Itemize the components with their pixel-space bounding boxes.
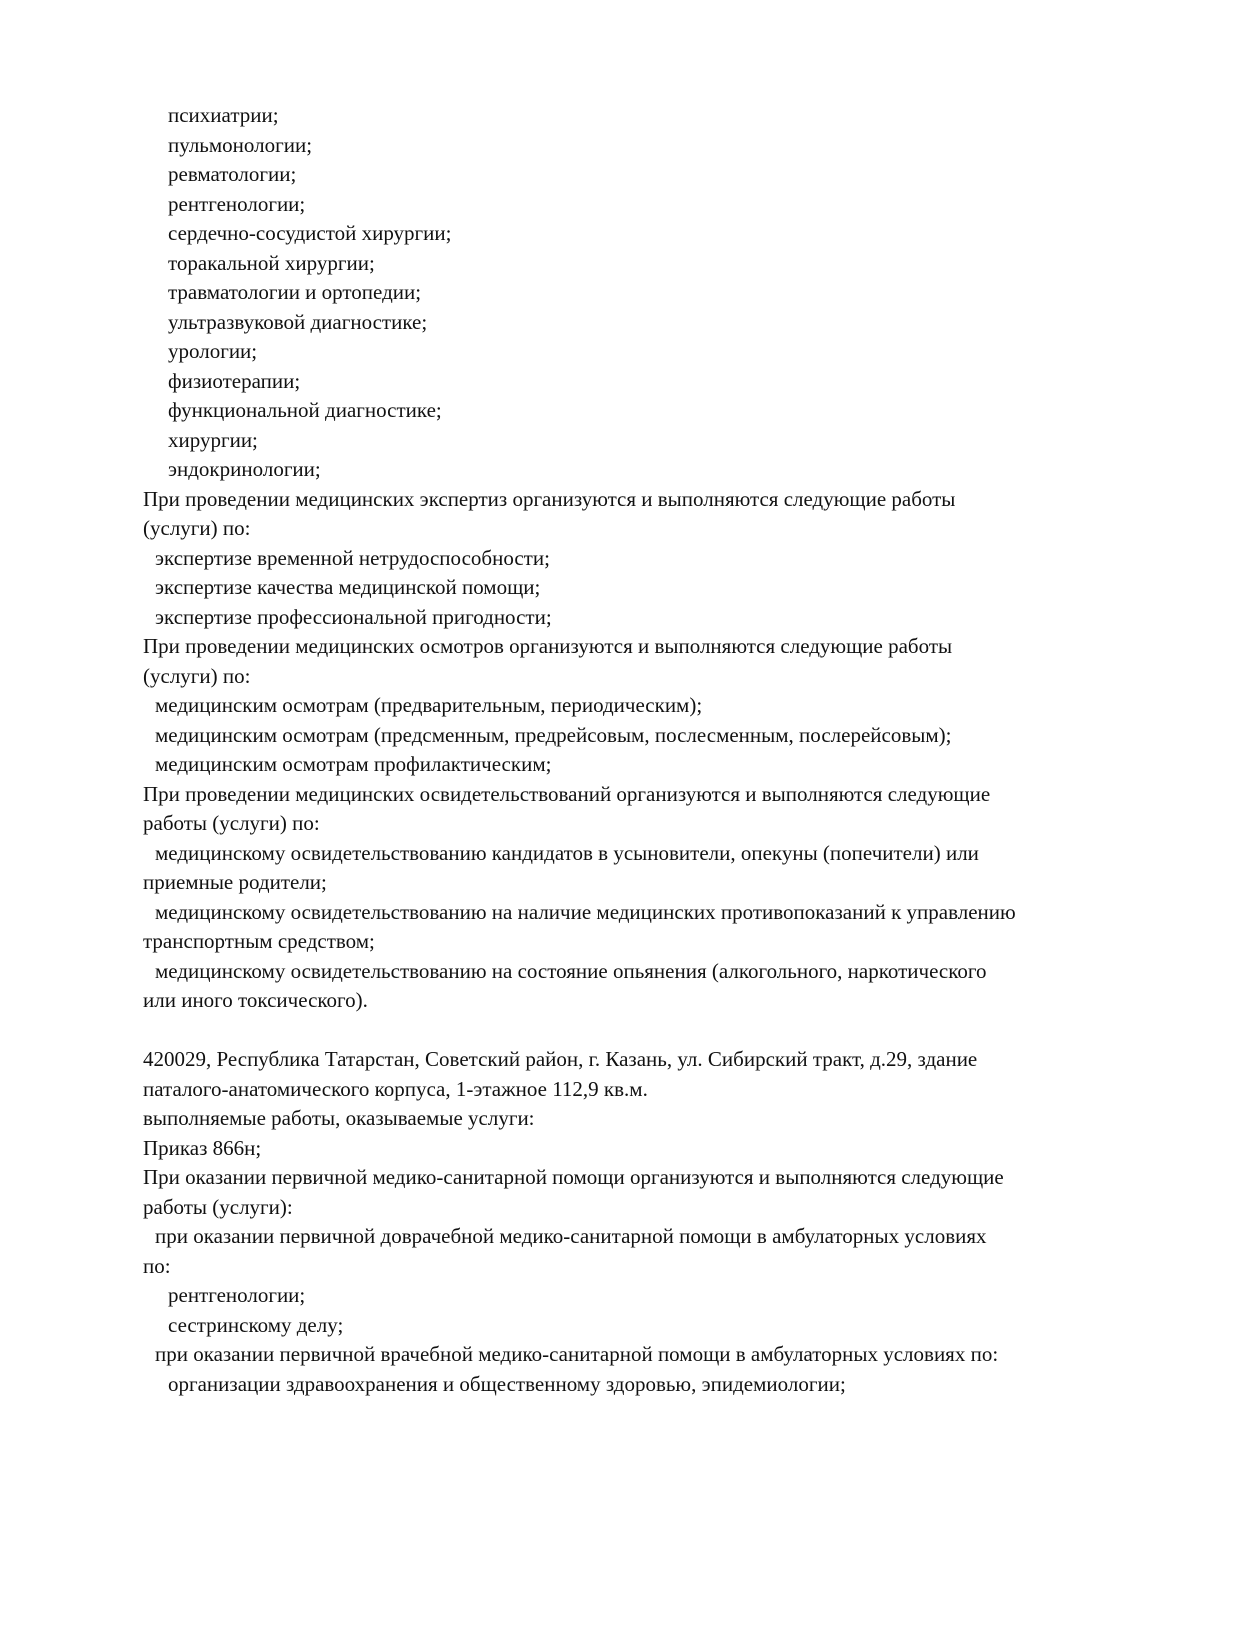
list-item-line: урологии; xyxy=(168,339,258,363)
paragraph-line: выполняемые работы, оказываемые услуги: xyxy=(143,1106,535,1130)
list-item-line: организации здравоохранения и общественному здоровью, эпидемиологии; xyxy=(168,1371,846,1396)
list-item-line: медицинскому освидетельствованию на состояние опьянения (алкогольного, наркотического xyxy=(155,958,987,983)
list-item-line: ревматологии; xyxy=(168,162,297,186)
list-item-line: сестринскому делу; xyxy=(168,1312,344,1337)
list-item-line: физиотерапии; xyxy=(168,368,301,393)
list-item-line: хирургии; xyxy=(168,427,258,452)
paragraph-line: При проведении медицинских освидетельствований организуются и выполняются следующие xyxy=(143,781,991,806)
list-item-line: медицинским осмотрам профилактическим; xyxy=(155,752,552,776)
paragraph-line: паталого-анатомического корпуса, 1-этажное 112,9 кв.м. xyxy=(143,1076,648,1101)
list-item-line: рентгенологии; xyxy=(168,1283,306,1307)
list-item-line: экспертизе временной нетрудоспособности; xyxy=(155,545,550,570)
list-item-line: при оказании первичной врачебной медико-санитарной помощи в амбулаторных условиях по: xyxy=(155,1342,999,1366)
paragraph-gap xyxy=(143,1016,1163,1046)
list-item-line: психиатрии; xyxy=(168,103,279,127)
list-item-line: медицинским осмотрам (предсменным, предрейсовым, послесменным, послерейсовым); xyxy=(155,722,952,747)
paragraph-line: работы (услуги) по: xyxy=(143,811,320,835)
document-body xyxy=(143,101,1163,1399)
list-item-line: экспертизе качества медицинской помощи; xyxy=(155,575,541,599)
paragraph-line: транспортным средством; xyxy=(143,929,375,953)
list-item-line: экспертизе профессиональной пригодности; xyxy=(155,604,552,629)
list-item-line: медицинским осмотрам (предварительным, периодическим); xyxy=(155,693,703,717)
paragraph-line: (услуги) по: xyxy=(143,663,251,688)
paragraph-line: (услуги) по: xyxy=(143,516,251,540)
list-item-line: рентгенологии; xyxy=(168,191,306,216)
paragraph-line: При проведении медицинских экспертиз организуются и выполняются следующие работы xyxy=(143,486,956,511)
paragraph-line: 420029, Республика Татарстан, Советский район, г. Казань, ул. Сибирский тракт, д.29, здание xyxy=(143,1047,978,1071)
paragraph-line: Приказ 866н; xyxy=(143,1135,262,1160)
list-item-line: травматологии и ортопедии; xyxy=(168,280,422,304)
paragraph-line: работы (услуги): xyxy=(143,1194,293,1219)
paragraph-line: приемные родители; xyxy=(143,870,327,894)
paragraph-line: При проведении медицинских осмотров организуются и выполняются следующие работы xyxy=(143,634,953,658)
list-item-line: медицинскому освидетельствованию на наличие медицинских противопоказаний к управлению xyxy=(155,899,1016,924)
paragraph-line: по: xyxy=(143,1253,171,1278)
list-item-line: медицинскому освидетельствованию кандидатов в усыновители, опекуны (попечители) или xyxy=(155,840,979,865)
list-item-line: функциональной диагностике; xyxy=(168,398,442,422)
paragraph-line: или иного токсического). xyxy=(143,988,368,1012)
list-item-line: торакальной хирургии; xyxy=(168,250,375,275)
paragraph-line: При оказании первичной медико-санитарной помощи организуются и выполняются следующие xyxy=(143,1165,1004,1189)
list-item-line: ультразвуковой диагностике; xyxy=(168,309,428,334)
list-item-line: пульмонологии; xyxy=(168,132,313,157)
list-item-line: сердечно-сосудистой хирургии; xyxy=(168,221,452,245)
list-item-line: эндокринологии; xyxy=(168,457,321,481)
list-item-line: при оказании первичной доврачебной медико-санитарной помощи в амбулаторных условиях xyxy=(155,1224,987,1248)
